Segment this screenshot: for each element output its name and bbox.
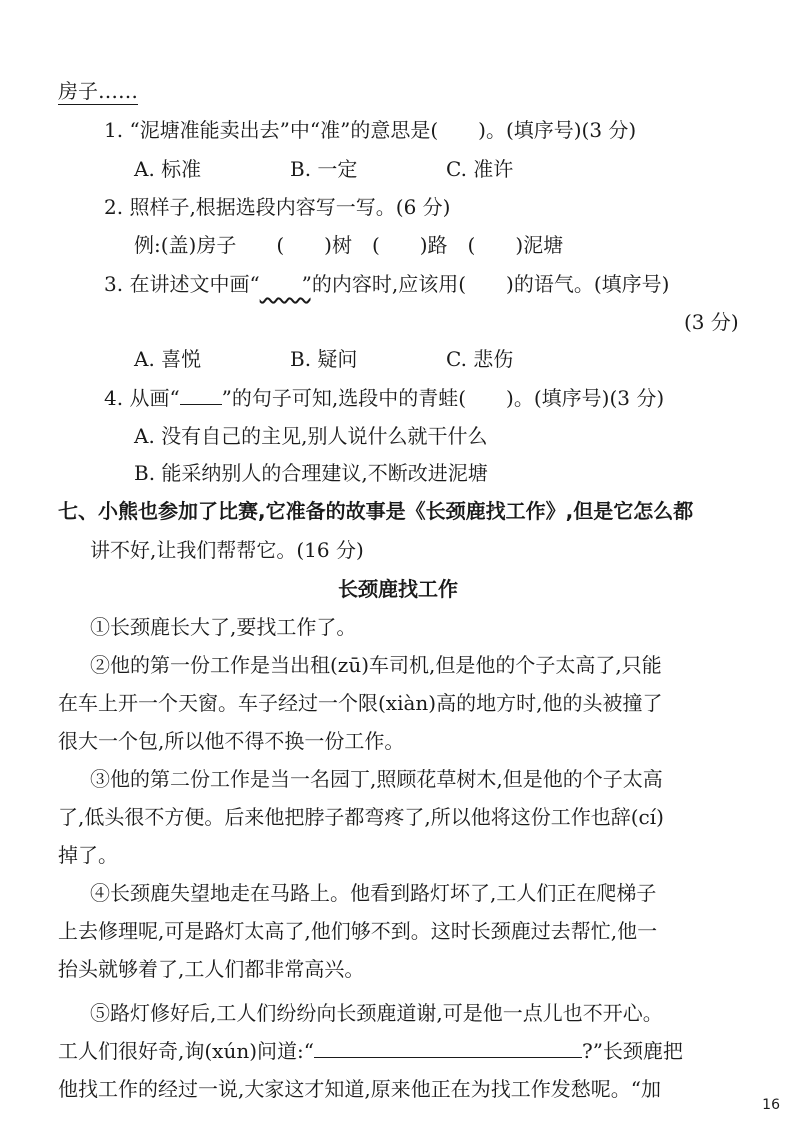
story-title: 长颈鹿找工作 (338, 577, 458, 601)
page-number: 16 (762, 1097, 780, 1113)
q3-option-c: C. 悲伤 (446, 347, 514, 371)
story-p2-line2: 在车上开一个天窗。车子经过一个限(xiàn)高的地方时,他的头被撞了 (58, 691, 663, 715)
q2-example: 例:(盖)房子 ( )树 ( )路 ( )泥塘 (134, 233, 564, 257)
story-p2-line3: 很大一个包,所以他不得不换一份工作。 (58, 729, 405, 753)
q3-option-a: A. 喜悦 (134, 347, 202, 371)
story-p2-line1: ②他的第一份工作是当出租(zū)车司机,但是他的个子太高了,只能 (90, 653, 662, 677)
q4-option-b: B. 能采纳别人的合理建议,不断改进泥塘 (134, 461, 488, 485)
story-p4-line1: ④长颈鹿失望地走在马路上。他看到路灯坏了,工人们正在爬梯子 (90, 881, 657, 905)
wavy-underline-mark (260, 271, 302, 297)
story-p5-line3: 他找工作的经过一说,大家这才知道,原来他正在为找工作发愁呢。“加 (58, 1077, 661, 1101)
q2-stem: 2. 照样子,根据选段内容写一写。(6 分) (104, 195, 451, 219)
q4-option-a: A. 没有自己的主见,别人说什么就干什么 (134, 424, 488, 448)
q1-stem: 1. “泥塘准能卖出去”中“准”的意思是( )。(填序号)(3 分) (104, 118, 637, 142)
q1-option-b: B. 一定 (290, 157, 358, 181)
q3-option-b: B. 疑问 (290, 347, 358, 371)
prev-tail: 房子…… (58, 79, 138, 103)
section7-heading-line1: 七、小熊也参加了比赛,它准备的故事是《长颈鹿找工作》,但是它怎么都 (58, 499, 694, 523)
story-p3-line3: 掉了。 (58, 843, 118, 867)
story-p5-line1: ⑤路灯修好后,工人们纷纷向长颈鹿道谢,可是他一点儿也不开心。 (90, 1001, 663, 1025)
story-p5-line2: 工人们很好奇,询(xún)问道:“ ?”长颈鹿把 (58, 1039, 683, 1063)
straight-underline-mark (180, 386, 222, 405)
story-p3-line1: ③他的第二份工作是当一名园丁,照顾花草树木,但是他的个子太高 (90, 767, 663, 791)
q1-option-c: C. 准许 (446, 157, 514, 181)
q3-score: (3 分) (684, 310, 739, 334)
story-p1: ①长颈鹿长大了,要找工作了。 (90, 615, 357, 639)
q4-stem: 4. 从画“ ”的句子可知,选段中的青蛙( )。(填序号)(3 分) (104, 386, 665, 410)
section7-heading-line2: 讲不好,让我们帮帮它。(16 分) (90, 538, 364, 562)
story-p4-line2: 上去修理呢,可是路灯太高了,他们够不到。这时长颈鹿过去帮忙,他一 (58, 919, 658, 943)
story-p3-line2: 了,低头很不方便。后来他把脖子都弯疼了,所以他将这份工作也辞(cí) (58, 805, 664, 829)
q3-stem: 3. 在讲述文中画“ ”的内容时,应该用( )的语气。(填序号) (104, 272, 670, 296)
answer-blank[interactable] (314, 1039, 582, 1058)
q1-option-a: A. 标准 (134, 157, 202, 181)
story-p4-line3: 抬头就够着了,工人们都非常高兴。 (58, 957, 365, 981)
